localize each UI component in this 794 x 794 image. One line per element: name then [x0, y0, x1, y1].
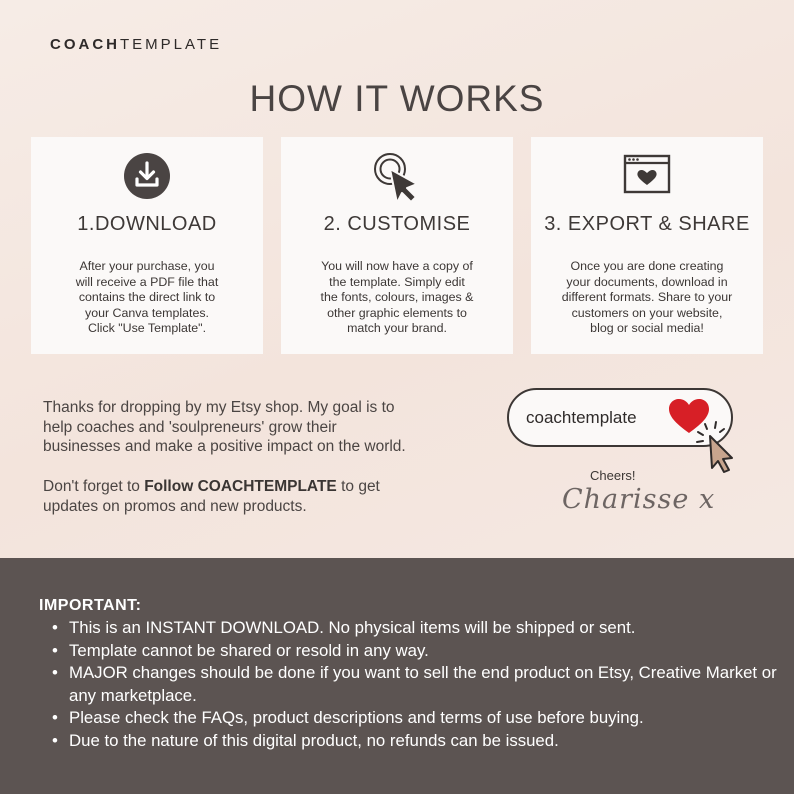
thanks-line: businesses and make a positive impact on the world.	[43, 438, 406, 455]
desc-line: other graphic elements to	[327, 305, 467, 320]
desc-line: different formats. Share to your	[561, 290, 733, 304]
desc-line: match your brand.	[347, 321, 447, 335]
step-description	[553, 259, 741, 337]
follow-bold-text: Follow COACHTEMPLATE	[144, 478, 337, 495]
step-heading: 3. EXPORT & SHARE	[544, 213, 750, 235]
desc-line: will receive a PDF file that	[75, 274, 219, 289]
follow-message	[43, 477, 483, 516]
download-icon	[31, 152, 263, 200]
desc-line: You will now have a copy of	[321, 259, 473, 273]
desc-line: your documents, download in	[566, 274, 728, 289]
desc-line: Once you are done creating	[570, 259, 724, 273]
brand-logo	[50, 36, 222, 53]
pointer-cursor-icon	[694, 420, 740, 480]
step-description	[303, 259, 491, 337]
desc-line: blog or social media!	[590, 321, 704, 335]
step-card-export-share	[531, 137, 763, 354]
important-list	[50, 617, 780, 753]
list-item: • Please check the FAQs, product descriptions and terms of use before buying.	[50, 707, 780, 730]
thanks-line: help coaches and 'soulpreneurs' grow their	[43, 418, 337, 436]
list-item: • Due to the nature of this digital product, no refunds can be issued.	[50, 730, 780, 753]
desc-line: customers on your website,	[571, 305, 723, 320]
cursor-click-icon	[281, 152, 513, 200]
follow-line-2: updates on promos and new products.	[43, 497, 307, 515]
important-label: IMPORTANT:	[39, 597, 142, 614]
step-heading: 1.DOWNLOAD	[77, 213, 217, 235]
desc-line: your Canva templates.	[85, 305, 209, 320]
step-card-download	[31, 137, 263, 354]
desc-line: After your purchase, you	[79, 259, 215, 273]
important-panel	[0, 558, 794, 794]
thanks-line: Thanks for dropping by my Etsy shop. My goal is to	[43, 399, 395, 416]
brand-light: TEMPLATE	[120, 36, 223, 53]
desc-line: the fonts, colours, images &	[320, 290, 474, 304]
step-card-customise	[281, 137, 513, 354]
follow-button-label: coachtemplate	[526, 408, 637, 427]
step-description	[53, 259, 241, 337]
list-item: • This is an INSTANT DOWNLOAD. No physical items will be shipped or sent.	[50, 617, 780, 640]
follow-text: Don't forget to	[43, 478, 145, 495]
desc-line: the template. Simply edit	[329, 274, 465, 289]
cheers-text: Cheers!	[590, 468, 636, 483]
browser-heart-icon	[531, 152, 763, 200]
list-item: • MAJOR changes should be done if you want to sell the end product on Etsy, Creative Market or any marketplace.	[50, 662, 780, 707]
signature: Charisse x	[562, 484, 716, 515]
page-title: HOW IT WORKS	[249, 78, 545, 119]
thanks-message	[43, 398, 483, 457]
follow-text: to get	[336, 478, 380, 495]
follow-line-1	[43, 477, 483, 497]
list-item: • Template cannot be shared or resold in any way.	[50, 640, 780, 663]
brand-bold: COACH	[50, 36, 120, 53]
step-heading: 2. CUSTOMISE	[323, 213, 471, 235]
desc-line: Click "Use Template".	[87, 321, 207, 335]
desc-line: contains the direct link to	[78, 290, 216, 304]
